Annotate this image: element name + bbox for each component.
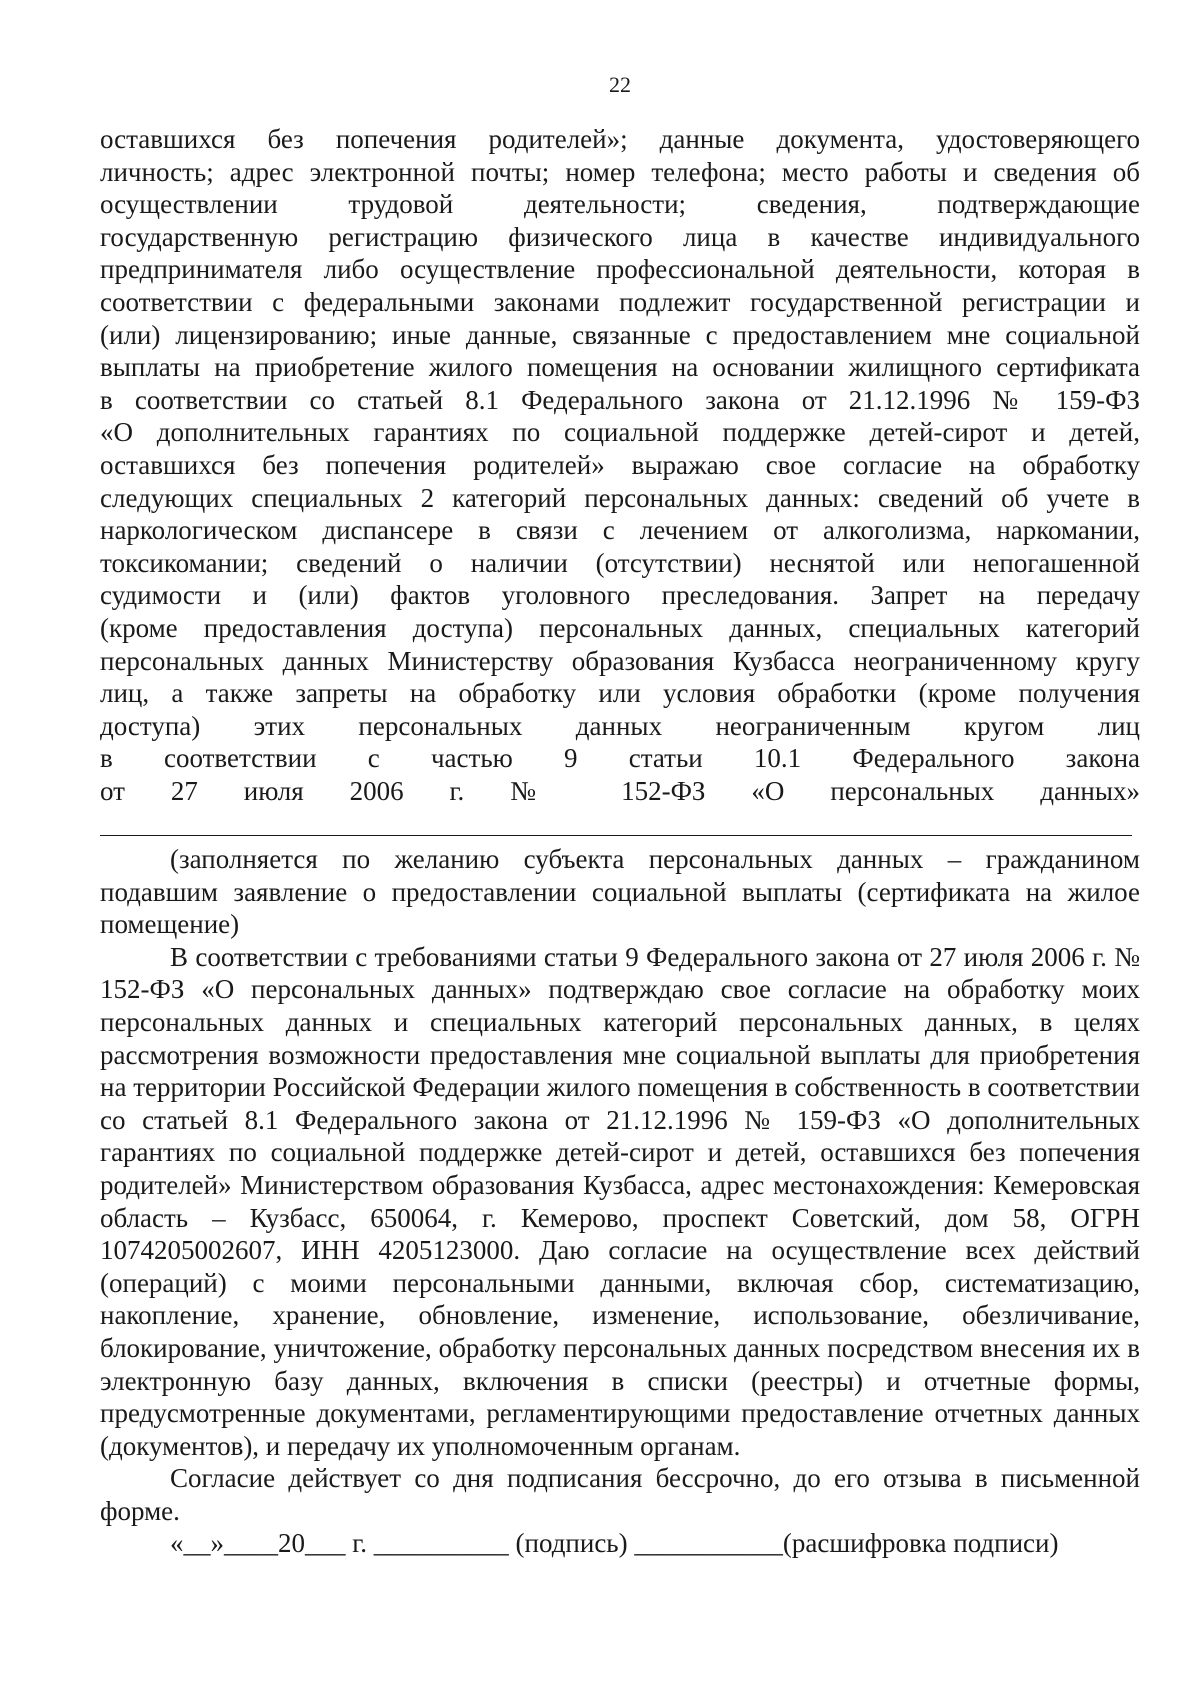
text-line: (или) лицензированию; иные данные, связанные с предоставлением мне социальной (100, 319, 1140, 350)
text-line: оставшихся без попечения родителей» выражаю свое согласие на обработку (100, 449, 1140, 480)
text-line: соответствии с федеральными законами подлежит государственной регистрации и (100, 286, 1140, 317)
text-line: персональных данных Министерству образования Кузбасса неограниченному кругу (100, 645, 1140, 676)
text-line: выплаты на приобретение жилого помещения на основании жилищного сертификата (100, 352, 1140, 383)
text-line: «О дополнительных гарантиях по социальной поддержке детей-сирот и детей, (100, 417, 1140, 448)
consent-section (100, 843, 1140, 1560)
text-line: следующих специальных 2 категорий персональных данных: сведений об учете в (100, 482, 1140, 513)
text-line: судимости и (или) фактов уголовного преследования. Запрет на передачу (100, 580, 1140, 611)
text-line: в соответствии со статьей 8.1 Федерального закона от 21.12.1996 № 159-ФЗ (100, 384, 1140, 415)
text-line: государственную регистрацию физического лица в качестве индивидуального (100, 221, 1140, 252)
fill-in-note: (заполняется по желанию субъекта персональных данных – гражданином подавшим заявление о предоставлении социальной выплаты (сертификата на жилое помещение) (100, 844, 1140, 940)
page-number: 22 (609, 72, 631, 97)
continuation-paragraph (100, 123, 1140, 807)
text-line: наркологическом диспансере в связи с лечением от алкоголизма, наркомании, (100, 515, 1140, 546)
signature-line: «__»____20___ г. __________ (подпись) ___________(расшифровка подписи) (170, 1528, 1059, 1559)
text-line: личность; адрес электронной почты; номер телефона; место работы и сведения об (100, 156, 1140, 187)
text-line: осуществлении трудовой деятельности; сведения, подтверждающие (100, 189, 1140, 220)
text-line: доступа) этих персональных данных неограниченным кругом лиц (100, 710, 1140, 741)
text-line: токсикомании; сведений о наличии (отсутствии) неснятой или непогашенной (100, 547, 1140, 578)
text-line: оставшихся без попечения родителей»; данные документа, удостоверяющего (100, 124, 1140, 154)
consent-paragraph: В соответствии с требованиями статьи 9 Федерального закона от 27 июля 2006 г. № 152-ФЗ «О персональных данных» подтверждаю свое согласие на обработку моих персональных данных и специальных категорий персональных данных, в целях рассмотрения возможности предоставления мне социальной выплаты для приобретения на территории Российской Федерации жилого помещения в собственность в соответствии со статьей 8.1 Федерального закона от 21.12.1996 № 159-ФЗ «О дополнительных гарантиях по социальной поддержке детей-сирот и детей, оставшихся без попечения родителей» Министерством образования Кузбасса, адрес местонахождения: Кемеровская область – Кузбасс, 650064, г. Кемерово, проспект Советский, дом 58, ОГРН 1074205002607, ИНН 4205123000. Даю согласие на осуществление всех действий (операций) с моими персональными данными, включая сбор, систематизацию, накопление, хранение, обновление, изменение, использование, обезличивание, блокирование, уничтожение, обработку персональных данных посредством внесения их в электронную базу данных, включения в списки (реестры) и отчетные формы, предусмотренные документами, регламентирующими предоставление отчетных данных (документов), и передачу их уполномоченным органам. (100, 941, 1140, 1461)
text-line: предпринимателя либо осуществление профессиональной деятельности, которая в (100, 254, 1140, 285)
fill-in-rule (100, 835, 1132, 836)
text-line: в соответствии с частью 9 статьи 10.1 Федерального закона (100, 743, 1140, 774)
document-page (100, 0, 1140, 1698)
text-line: (кроме предоставления доступа) персональных данных, специальных категорий (100, 612, 1140, 643)
text-line: от 27 июля 2006 г. № 152-ФЗ «О персональных данных» (100, 775, 1140, 806)
text-line: лиц, а также запреты на обработку или условия обработки (кроме получения (100, 678, 1140, 709)
validity-paragraph: Согласие действует со дня подписания бессрочно, до его отзыва в письменной форме. (100, 1463, 1140, 1526)
